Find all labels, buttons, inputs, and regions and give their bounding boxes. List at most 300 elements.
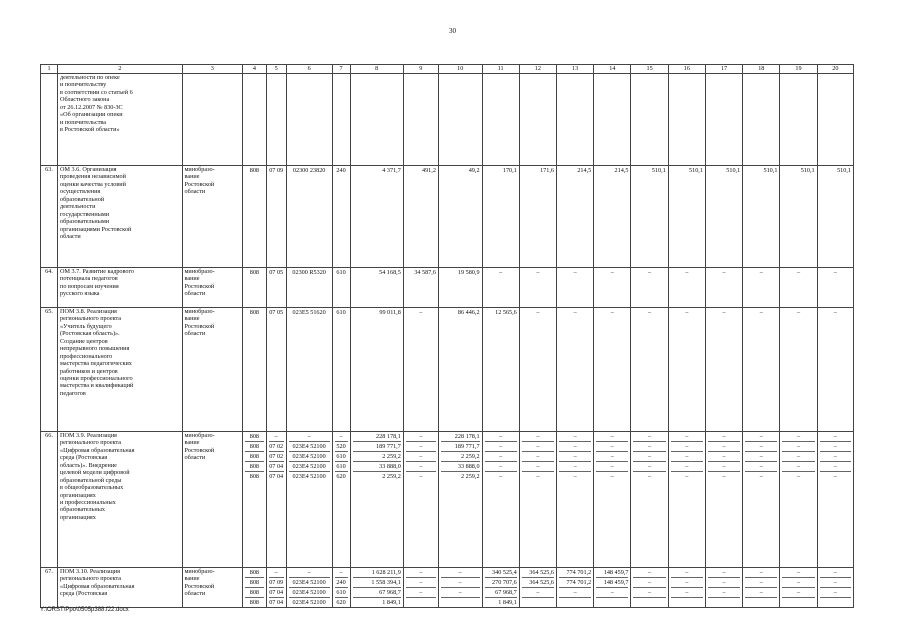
value: – xyxy=(406,432,436,442)
value-cell xyxy=(286,432,332,568)
value: – xyxy=(722,269,726,276)
value-cell xyxy=(817,432,853,568)
value: – xyxy=(499,269,503,276)
value: 808 xyxy=(249,269,259,276)
row-number: 63. xyxy=(41,166,58,268)
column-number-row xyxy=(41,65,854,74)
value-cell xyxy=(350,308,403,432)
value: – xyxy=(633,432,665,442)
value: – xyxy=(559,432,591,442)
value-cell xyxy=(631,568,668,608)
activity-name-line: «Цифровая образовательная xyxy=(60,582,135,590)
column-number: 19 xyxy=(780,65,817,74)
value: 49,2 xyxy=(468,167,480,174)
value: 610 xyxy=(336,589,346,596)
executor-line: Ростовской xyxy=(184,282,215,290)
value: – xyxy=(671,578,703,588)
value-cell xyxy=(403,74,438,166)
value: – xyxy=(406,462,436,472)
value-cell xyxy=(350,166,403,268)
value-cell xyxy=(243,268,266,308)
value: 54 168,5 xyxy=(379,269,401,276)
executor-line: вание xyxy=(184,275,200,283)
value: 023E4 52100 xyxy=(289,442,330,452)
value-cell xyxy=(780,432,817,568)
executor-line: вание xyxy=(184,173,200,181)
value: – xyxy=(833,309,837,316)
value-cell xyxy=(780,74,817,166)
value-cell xyxy=(668,268,705,308)
value-cell xyxy=(332,568,350,608)
value-cell xyxy=(438,432,482,568)
activity-name-line: оценки качества условий xyxy=(60,180,126,188)
value: 02300 R5320 xyxy=(292,269,326,276)
value-cell xyxy=(743,166,780,268)
value: – xyxy=(573,473,577,480)
value: – xyxy=(833,473,837,480)
value-cell xyxy=(594,268,631,308)
value: – xyxy=(671,462,703,472)
value-cell xyxy=(243,74,266,166)
value-cell xyxy=(266,432,286,568)
value: – xyxy=(289,568,330,578)
value-cell xyxy=(631,308,668,432)
row-number: 64. xyxy=(41,268,58,308)
value: 510,1 xyxy=(837,167,851,174)
value: – xyxy=(633,462,665,472)
value-cell xyxy=(286,568,332,608)
value-cell xyxy=(286,166,332,268)
value: – xyxy=(782,452,814,462)
activity-name-line: среда (Ростовская xyxy=(60,590,108,598)
value-cell xyxy=(780,568,817,608)
value: 023E4 52100 xyxy=(289,588,330,598)
value: 774 701,2 xyxy=(559,578,591,588)
executor-line: области xyxy=(184,330,206,338)
value-cell xyxy=(243,432,266,568)
value: – xyxy=(610,309,614,316)
value-cell xyxy=(631,74,668,166)
value-cell xyxy=(705,432,742,568)
page-number: 30 xyxy=(449,27,456,35)
value: 610 xyxy=(336,453,346,460)
activity-name-line: регионального проекта xyxy=(60,315,122,323)
row-number: 67. xyxy=(41,568,58,608)
value-cell xyxy=(557,74,594,166)
value: 148 459,7 xyxy=(596,568,628,578)
table-row xyxy=(41,166,854,268)
activity-name-line: ПОМ 3.8. Реализация xyxy=(60,308,117,315)
value: – xyxy=(485,462,517,472)
value-cell xyxy=(403,166,438,268)
value: – xyxy=(820,462,851,472)
value-cell xyxy=(557,432,594,568)
value: – xyxy=(671,442,703,452)
value: 07 04 xyxy=(269,473,284,480)
value: 240 xyxy=(336,579,346,586)
value: 189 771,7 xyxy=(441,442,480,452)
value: – xyxy=(708,462,740,472)
value-cell xyxy=(482,432,519,568)
value: – xyxy=(759,269,763,276)
value: 07 02 xyxy=(269,443,284,450)
value-cell xyxy=(743,432,780,568)
activity-name-line: ОМ 3.7. Развитие кадрового xyxy=(60,268,134,275)
activity-name-line: «Цифровая образовательная xyxy=(60,446,135,454)
executor-line: области xyxy=(184,290,206,298)
activity-name xyxy=(58,308,183,432)
value-cell xyxy=(594,308,631,432)
value: 023E4 52100 xyxy=(292,599,326,606)
activity-name xyxy=(58,432,183,568)
value: – xyxy=(335,432,348,442)
value: – xyxy=(633,452,665,462)
value: 808 xyxy=(249,599,259,606)
value: – xyxy=(833,269,837,276)
value-cell xyxy=(332,268,350,308)
table-row xyxy=(41,432,854,568)
row-number: 66. xyxy=(41,432,58,568)
value: 07 04 xyxy=(269,599,284,606)
value: – xyxy=(745,462,777,472)
value-cell xyxy=(743,268,780,308)
value-cell xyxy=(705,568,742,608)
value-cell xyxy=(332,308,350,432)
value: 340 525,4 xyxy=(485,568,517,578)
value: 12 565,6 xyxy=(495,309,517,316)
value: – xyxy=(648,269,652,276)
activity-name-line: оценки профессионального xyxy=(60,374,133,382)
column-number: 9 xyxy=(403,65,438,74)
executor xyxy=(182,268,243,308)
activity-name-line: Областного закона xyxy=(60,96,110,104)
value xyxy=(671,598,703,607)
executor-line: минобразо- xyxy=(184,432,215,439)
value: 610 xyxy=(336,309,346,316)
value xyxy=(406,598,436,607)
value: 02300 23820 xyxy=(292,167,326,174)
value xyxy=(633,598,665,607)
value-cell xyxy=(403,432,438,568)
value: 620 xyxy=(336,473,346,480)
activity-name-line: и попечительства xyxy=(60,118,107,126)
activity-name-line: и профессиональных xyxy=(60,498,116,506)
value-cell xyxy=(817,308,853,432)
column-number: 20 xyxy=(817,65,853,74)
executor-line: минобразо- xyxy=(184,166,215,173)
value: 34 587,6 xyxy=(414,269,436,276)
value-cell xyxy=(519,74,556,166)
value: – xyxy=(485,432,517,442)
activity-name-line: непрерывного повышения xyxy=(60,345,130,353)
value: – xyxy=(419,309,423,316)
column-number: 10 xyxy=(438,65,482,74)
executor-line: Ростовской xyxy=(184,180,215,188)
column-number: 13 xyxy=(557,65,594,74)
column-number: 7 xyxy=(332,65,350,74)
value-cell xyxy=(705,74,742,166)
value-cell xyxy=(668,308,705,432)
value-cell xyxy=(266,308,286,432)
value-cell xyxy=(705,268,742,308)
value: – xyxy=(820,432,851,442)
value: 023E5 51620 xyxy=(292,309,326,316)
activity-name-line: в Ростовской области» xyxy=(60,126,120,134)
row-number: 65. xyxy=(41,308,58,432)
column-number: 3 xyxy=(182,65,243,74)
value: – xyxy=(782,462,814,472)
activity-name-line: и попечительству xyxy=(60,81,107,89)
value: 2 259,2 xyxy=(441,452,480,462)
value: 808 xyxy=(245,442,263,452)
value: – xyxy=(559,588,591,598)
value: – xyxy=(745,588,777,598)
value-cell xyxy=(594,432,631,568)
value-cell xyxy=(243,308,266,432)
value: – xyxy=(406,568,436,578)
column-number: 1 xyxy=(41,65,58,74)
activity-name-line: «Учитель будущего xyxy=(60,322,112,330)
value: 07 02 xyxy=(269,453,284,460)
value-cell xyxy=(266,568,286,608)
value-cell xyxy=(482,308,519,432)
value xyxy=(441,598,480,607)
value xyxy=(559,598,591,607)
value: – xyxy=(573,309,577,316)
value-cell xyxy=(438,308,482,432)
table-row xyxy=(41,74,854,166)
value-cell xyxy=(438,568,482,608)
value: – xyxy=(596,588,628,598)
activity-name-line: государственными xyxy=(60,210,110,218)
activity-name-line: работников и центров xyxy=(60,367,118,375)
value: – xyxy=(269,432,284,442)
value: 214,5 xyxy=(577,167,592,174)
value: 510,1 xyxy=(651,167,666,174)
activity-name-line: осуществления xyxy=(60,188,101,196)
value: 620 xyxy=(336,599,346,606)
value-cell xyxy=(332,74,350,166)
value: – xyxy=(745,442,777,452)
value-cell xyxy=(266,74,286,166)
value-cell xyxy=(332,166,350,268)
activity-name-line: образовательными xyxy=(60,218,110,226)
value: – xyxy=(671,568,703,578)
value: – xyxy=(708,452,740,462)
value: – xyxy=(820,588,851,598)
value-cell xyxy=(403,568,438,608)
column-number: 17 xyxy=(705,65,742,74)
value: – xyxy=(536,473,540,480)
value-cell xyxy=(668,74,705,166)
column-number: 16 xyxy=(668,65,705,74)
value-cell xyxy=(668,166,705,268)
value xyxy=(708,598,740,607)
value: 86 446,2 xyxy=(457,309,480,316)
value: 270 707,6 xyxy=(485,578,517,588)
value-cell xyxy=(243,166,266,268)
value-cell xyxy=(631,268,668,308)
value: 510,1 xyxy=(763,167,778,174)
value: – xyxy=(406,452,436,462)
value: 2 259,2 xyxy=(353,452,401,462)
value: – xyxy=(499,473,503,480)
value-cell xyxy=(780,166,817,268)
value: – xyxy=(820,442,851,452)
table-body xyxy=(41,65,854,608)
value-cell xyxy=(403,268,438,308)
value: – xyxy=(796,473,801,480)
value: 2 259,2 xyxy=(382,473,401,480)
value: – xyxy=(596,442,628,452)
value: 808 xyxy=(245,568,263,578)
activity-name-line: организациями Ростовской xyxy=(60,225,132,233)
activity-name-line: Создание центров xyxy=(60,337,108,345)
executor-line: Ростовской xyxy=(184,446,215,454)
executor xyxy=(182,74,243,166)
value: 33 888,0 xyxy=(353,462,401,472)
value: 023E4 52100 xyxy=(292,473,326,480)
value: – xyxy=(596,452,628,462)
activity-name-line: от 26.12.2007 № 830-ЗС xyxy=(60,103,123,111)
value-cell xyxy=(519,308,556,432)
value: 189 771,7 xyxy=(353,442,401,452)
value: 491,2 xyxy=(421,167,436,174)
column-number: 12 xyxy=(519,65,556,74)
value-cell xyxy=(438,74,482,166)
value-cell xyxy=(705,166,742,268)
value: 610 xyxy=(336,463,346,470)
value: – xyxy=(610,473,614,480)
value: – xyxy=(596,432,628,442)
value-cell xyxy=(668,568,705,608)
value: – xyxy=(419,473,423,480)
value: 610 xyxy=(336,269,346,276)
table-row xyxy=(41,268,854,308)
value-cell xyxy=(286,268,332,308)
value: – xyxy=(745,568,777,578)
activity-name-line: (Ростовская область)». xyxy=(60,330,120,338)
activity-name-line: «Об организации опеки xyxy=(60,111,123,119)
column-number: 11 xyxy=(482,65,519,74)
value: – xyxy=(820,578,851,588)
activity-name-line: организациях xyxy=(60,491,96,499)
value-cell xyxy=(243,568,266,608)
value-cell xyxy=(780,268,817,308)
value xyxy=(745,598,777,607)
value: 67 968,7 xyxy=(353,588,401,598)
activity-name-line: ПОМ 3.10. Реализация xyxy=(60,568,120,575)
value: 808 xyxy=(245,578,263,588)
value: 510,1 xyxy=(726,167,741,174)
value: – xyxy=(485,442,517,452)
value: 1 849,1 xyxy=(498,599,517,606)
value: – xyxy=(820,452,851,462)
value: – xyxy=(633,442,665,452)
value: 99 011,8 xyxy=(379,309,401,316)
value-cell xyxy=(482,568,519,608)
value: – xyxy=(671,588,703,598)
activity-name-line: потенциала педагогов xyxy=(60,275,118,283)
value: – xyxy=(708,578,740,588)
column-number: 2 xyxy=(58,65,183,74)
value: 67 968,7 xyxy=(485,588,517,598)
activity-name-line: профессионального xyxy=(60,352,113,360)
table-row xyxy=(41,308,854,432)
value: – xyxy=(722,473,726,480)
activity-name-line: педагогов xyxy=(60,389,86,397)
value: – xyxy=(522,442,554,452)
executor-line: минобразо- xyxy=(184,308,215,315)
value: – xyxy=(796,269,801,276)
value: 07 05 xyxy=(269,269,284,276)
executor xyxy=(182,308,243,432)
table-row xyxy=(41,568,854,608)
executor xyxy=(182,568,243,608)
value: – xyxy=(289,432,330,442)
activity-name-line: проведения независимой xyxy=(60,173,126,181)
activity-name xyxy=(58,268,183,308)
executor-line: вание xyxy=(184,575,200,583)
value: – xyxy=(648,309,652,316)
value-cell xyxy=(668,432,705,568)
value-cell xyxy=(817,568,853,608)
value: 1 849,1 xyxy=(382,599,401,606)
value: – xyxy=(559,462,591,472)
value-cell xyxy=(438,268,482,308)
value-cell xyxy=(403,308,438,432)
value-cell xyxy=(350,568,403,608)
executor-line: Ростовской xyxy=(184,322,215,330)
value: 07 09 xyxy=(269,579,284,586)
activity-name-line: в соответствии со статьей 6 xyxy=(60,88,133,96)
value-cell xyxy=(557,308,594,432)
value-cell xyxy=(332,432,350,568)
executor-line: вание xyxy=(184,315,200,323)
value-cell xyxy=(519,166,556,268)
value-cell xyxy=(594,74,631,166)
value-cell xyxy=(350,268,403,308)
value: – xyxy=(708,568,740,578)
column-number: 14 xyxy=(594,65,631,74)
activity-name-line: регионального проекта xyxy=(60,439,122,447)
value-cell xyxy=(817,166,853,268)
value: 808 xyxy=(249,167,259,174)
value: 808 xyxy=(245,452,263,462)
activity-name-line: деятельности xyxy=(60,203,96,211)
activity-name-line: образовательной xyxy=(60,195,105,203)
value: – xyxy=(685,309,689,316)
value: 148 459,7 xyxy=(596,578,628,588)
column-number: 4 xyxy=(243,65,266,74)
executor-line: вание xyxy=(184,439,200,447)
value: – xyxy=(559,442,591,452)
value: 808 xyxy=(249,309,259,316)
value: – xyxy=(782,432,814,442)
value: 33 888,0 xyxy=(441,462,480,472)
value: – xyxy=(782,442,814,452)
value: – xyxy=(441,588,480,598)
activity-name xyxy=(58,166,183,268)
value-cell xyxy=(519,568,556,608)
value: 07 04 xyxy=(269,463,284,470)
value xyxy=(596,598,628,607)
value: – xyxy=(782,588,814,598)
value-cell xyxy=(743,74,780,166)
activity-name-line: область)». Внедрение xyxy=(60,461,117,469)
value-cell xyxy=(482,74,519,166)
value: 214,5 xyxy=(614,167,629,174)
